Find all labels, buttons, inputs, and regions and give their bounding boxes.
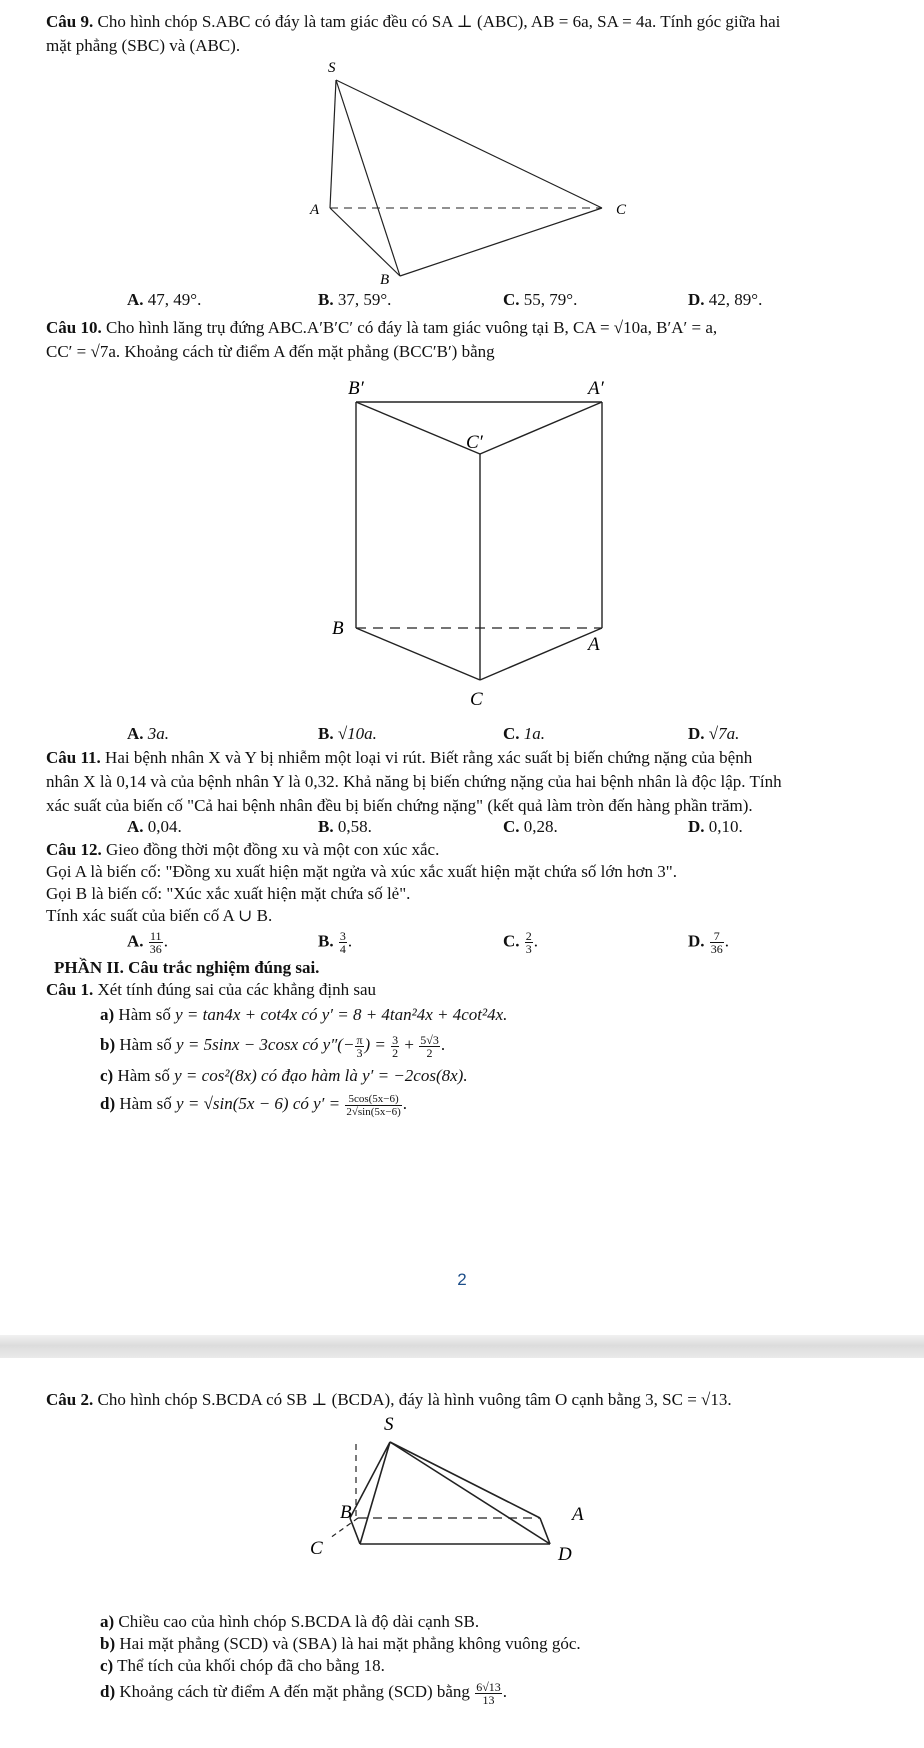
q12-option-a[interactable]: A. $\frac{11}{36}$ . (127, 929, 169, 956)
q9-label-A: A (310, 202, 320, 218)
q9-line2: mặt phẳng (SBC) và (ABC). (46, 36, 241, 55)
q10-label-A1: A′ (588, 378, 604, 399)
q10-text1: Cho hình lăng trụ đứng ABC.A′B′C′ có đáy là tam giác vuông tại B, CA = √10a, B′A′ = a, (105, 318, 718, 337)
q9-label-S: S (328, 60, 336, 76)
q9-option-a[interactable]: A. 47, 49°. (127, 290, 202, 309)
p2-q2-label-S: S (384, 1414, 394, 1435)
q9-option-d[interactable]: D. 42, 89°. (688, 290, 763, 309)
q10-label-A: A (588, 634, 600, 655)
q10-label-B: B (332, 618, 344, 639)
part2-title: PHẦN II. Câu trắc nghiệm đúng sai. (54, 958, 320, 977)
q9-pyramid-figure (300, 58, 640, 288)
p2-q2-label-D: D (558, 1544, 572, 1565)
q11-line3: xác suất của biến cố "Cả hai bệnh nhân đều bị biến chứng nặng" (kết quả làm tròn đến hàng phần trăm). (46, 796, 753, 815)
q11-option-c[interactable]: C. 0,28. (503, 817, 558, 836)
q11-option-d[interactable]: D. 0,10. (688, 817, 743, 836)
p2q1-line: Câu 1. Xét tính đúng sai của các khẳng định sau (46, 980, 377, 999)
q9-label-B: B (380, 272, 390, 288)
q10-line1 (46, 318, 717, 338)
q10-prism-figure (320, 372, 640, 717)
p2q1-item-a: a) Hàm số y = tan4x + cot4x có y′ = 8 + 4tan²4x + 4cot²4x. (100, 1005, 508, 1024)
q11-option-a[interactable]: A. 0,04. (127, 817, 182, 836)
q12-line4: Tính xác suất của biến cố A ∪ B. (46, 906, 273, 925)
q9-text1: Cho hình chóp S.ABC có đáy là tam giác đều có SA ⊥ (ABC), AB = 6a, SA = 4a. Tính góc giữa hai (97, 12, 781, 31)
p2q1-item-d: d) Hàm số y = √sin(5x − 6) có y′ = $\frac{5\cos(5x-6)}{2√\sin(5x-6)}$ . (100, 1092, 408, 1118)
q12-label: Câu 12. (46, 840, 102, 859)
q10-label: Câu 10. (46, 318, 102, 337)
q10-label-B1: B′ (348, 378, 364, 399)
p2-q2-item-d: d) Khoảng cách từ điểm A đến mặt phẳng (SCD) bằng $\frac{6√13}{13}$ . (100, 1679, 508, 1707)
q12-line3: Gọi B là biến cố: "Xúc xắc xuất hiện mặt chứa số lẻ". (46, 884, 411, 903)
q9-label-C: C (616, 202, 627, 218)
p2q1-label: Câu 1. (46, 980, 94, 999)
p2q1-item-b: b) Hàm số y = 5sinx − 3cosx có y″(− $\frac{\pi}{3}$ ) = $\frac{3}{2}$ + $\frac{5√3}{2}$ . (100, 1032, 446, 1060)
page-separator (0, 1335, 924, 1358)
q12-option-d[interactable]: D. $\frac{7}{36}$ . (688, 929, 730, 956)
p2-q2-item-c: c) Thể tích của khối chóp đã cho bằng 18. (100, 1656, 385, 1675)
q12-option-b[interactable]: B. $\frac{3}{4}$ . (318, 929, 353, 956)
p2-q2-pyramid-figure (300, 1414, 640, 1604)
q9-option-b[interactable]: B. 37, 59°. (318, 290, 392, 309)
page-2 (0, 1358, 924, 1748)
q11-option-b[interactable]: B. 0,58. (318, 817, 372, 836)
q10-line2: CC′ = √7a. Khoảng cách từ điểm A đến mặt phẳng (BCC′B′) bằng (46, 342, 495, 361)
q9-option-c[interactable]: C. 55, 79°. (503, 290, 578, 309)
p2-q2-label-C: C (310, 1538, 323, 1559)
p2-q2-label-A: A (572, 1504, 584, 1525)
q10-label-C: C (470, 689, 483, 710)
q10-option-b[interactable]: B. √10a. (318, 724, 377, 743)
q12-option-c[interactable]: C. $\frac{2}{3}$ . (503, 929, 539, 956)
q12-line1: Câu 12. Gieo đồng thời một đồng xu và một con xúc xắc. (46, 840, 440, 859)
q10-label-C1: C′ (466, 432, 483, 453)
page-number: 2 (457, 1270, 467, 1289)
q12-line2: Gọi A là biến cố: "Đồng xu xuất hiện mặt ngửa và xúc xắc xuất hiện mặt chứa số lớn hơn 3". (46, 862, 677, 881)
q9-label: Câu 9. (46, 12, 94, 31)
q10-option-a[interactable]: A. 3a. (127, 724, 170, 743)
p2-q2-item-a: a) Chiều cao của hình chóp S.BCDA là độ dài cạnh SB. (100, 1612, 480, 1631)
q9-line1 (46, 12, 780, 32)
q10-option-c[interactable]: C. 1a. (503, 724, 546, 743)
q11-line1: Câu 11. Hai bệnh nhân X và Y bị nhiễm một loại vi rút. Biết rằng xác suất bị biến chứng nặng của bệnh (46, 748, 753, 767)
q11-line2: nhân X là 0,14 và của bệnh nhân Y là 0,32. Khả năng bị biến chứng nặng của hai bệnh nhân là độc lập. Tính (46, 772, 782, 791)
q10-option-d[interactable]: D. √7a. (688, 724, 740, 743)
p2-q2-label: Câu 2. (46, 1390, 94, 1409)
q11-label: Câu 11. (46, 748, 101, 767)
p2-q2-line: Câu 2. Cho hình chóp S.BCDA có SB ⊥ (BCDA), đáy là hình vuông tâm O cạnh bằng 3, SC = √13. (46, 1390, 732, 1409)
p2q1-item-c: c) Hàm số y = cos²(8x) có đạo hàm là y′ = −2cos(8x). (100, 1066, 468, 1085)
p2-q2-item-b: b) Hai mặt phẳng (SCD) và (SBA) là hai mặt phẳng không vuông góc. (100, 1634, 581, 1653)
p2-q2-label-B: B (340, 1502, 352, 1523)
